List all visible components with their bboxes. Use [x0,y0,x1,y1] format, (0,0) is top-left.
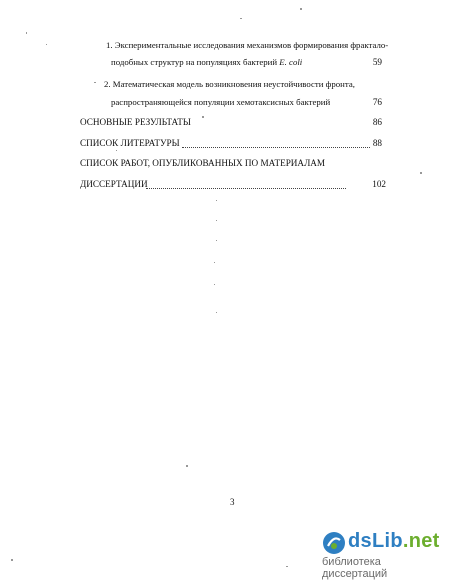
toc-publications-leader [146,188,346,189]
toc-item-1-species: E. coli [279,57,303,67]
toc-results-label: ОСНОВНЫЕ РЕЗУЛЬТАТЫ [80,117,191,127]
toc-publications-line-1: СПИСОК РАБОТ, ОПУБЛИКОВАННЫХ ПО МАТЕРИАЛАМ [80,158,326,168]
toc-item-1-line-1: 1. Экспериментальные исследования механизмов формирования фрактало- [106,40,389,50]
dslib-logo-text [348,530,440,553]
toc-item-2-line-1: 2. Математическая модель возникновения неустойчивости фронта, [104,79,355,89]
dslib-logo-icon [322,531,346,555]
toc-item-1-line-2-text: подобных структур на популяциях бактерий [111,57,280,67]
toc-publications-line-2: ДИССЕРТАЦИИ [80,179,148,189]
dslib-subtitle: библиотека диссертаций [322,556,388,580]
toc-item-2-line-2: распространяющейся популяции хемотаксисных бактерий [111,97,331,107]
toc-item-1-line-2 [111,57,302,67]
toc-publications-page: 102 [372,179,386,189]
dslib-logo-tld: .net [402,530,440,552]
page-number: 3 [230,497,235,507]
toc-item-1-page: 59 [372,57,382,67]
toc-literature-leader [182,147,370,148]
toc-results-page: 86 [372,117,382,127]
toc-item-2-page: 76 [372,97,382,107]
toc-literature-label: СПИСОК ЛИТЕРАТУРЫ [80,138,180,148]
dslib-logo-main: dsLib [348,530,403,552]
dslib-watermark[interactable] [322,530,442,580]
toc-literature-page: 88 [372,138,382,148]
